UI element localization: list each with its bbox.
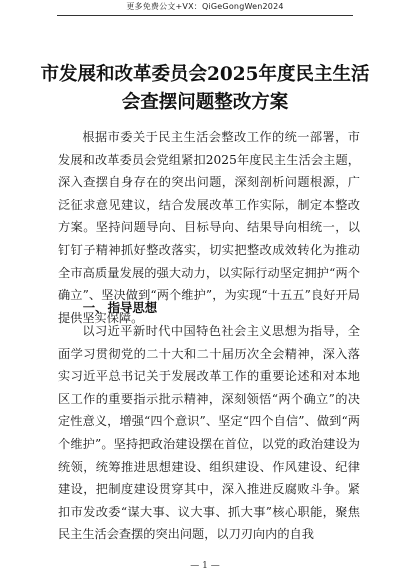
title-line-2: 会查摆问题整改方案	[121, 92, 289, 113]
header-note: 更多免费公文+VX：QiGeGongWen2024	[126, 2, 284, 11]
section-paragraph-guiding-ideology: 以习近平新时代中国特色社会主义思想为指导，全面学习贯彻党的二十大和二十届历次全会精神，深入落实习近平总书记关于发展改革工作的重要论述和对本地区工作的重要指示批示精神，深刻领悟“两个确立”的决定性意义，增强“四个意识”、坚定“四个自信”、做到“两个维护”。坚持把政治建设摆在首位，以党的政治建设为统领，统筹推进思想建设、组织建设、作风建设、纪律建设，把制度建设贯穿其中，深入推进反腐败斗争。紧扣市发改委“谋大事、议大事、抓大事”核心职能，聚焦民主生活会查摆的突出问题，以刀刃向内的自我	[58, 324, 360, 542]
section-heading-guiding-ideology: 一、指导思想	[82, 300, 158, 315]
document-title	[0, 61, 410, 117]
page-number: — 1 —	[190, 561, 220, 571]
title-line-1: 市发展和改革委员会2025年度民主生活	[40, 64, 370, 85]
header-divider	[57, 15, 353, 16]
intro-paragraph: 根据市委关于民主生活会整改工作的统一部署，市发展和改革委员会党组紧扣2025年度民主生活会主题，深入查摆自身存在的突出问题，深刻剖析问题根源，广泛征求意见建议，结合发展改革工作实际，制定本整改方案。坚持问题导向、目标导向、结果导向相统一，以钉钉子精神抓好整改落实，切实把整改成效转化为推动全市高质量发展的强大动力，以实际行动坚定拥护“两个确立”、坚决做到“两个维护”，为实现“十五五”良好开局提供坚实保障。	[58, 130, 360, 325]
